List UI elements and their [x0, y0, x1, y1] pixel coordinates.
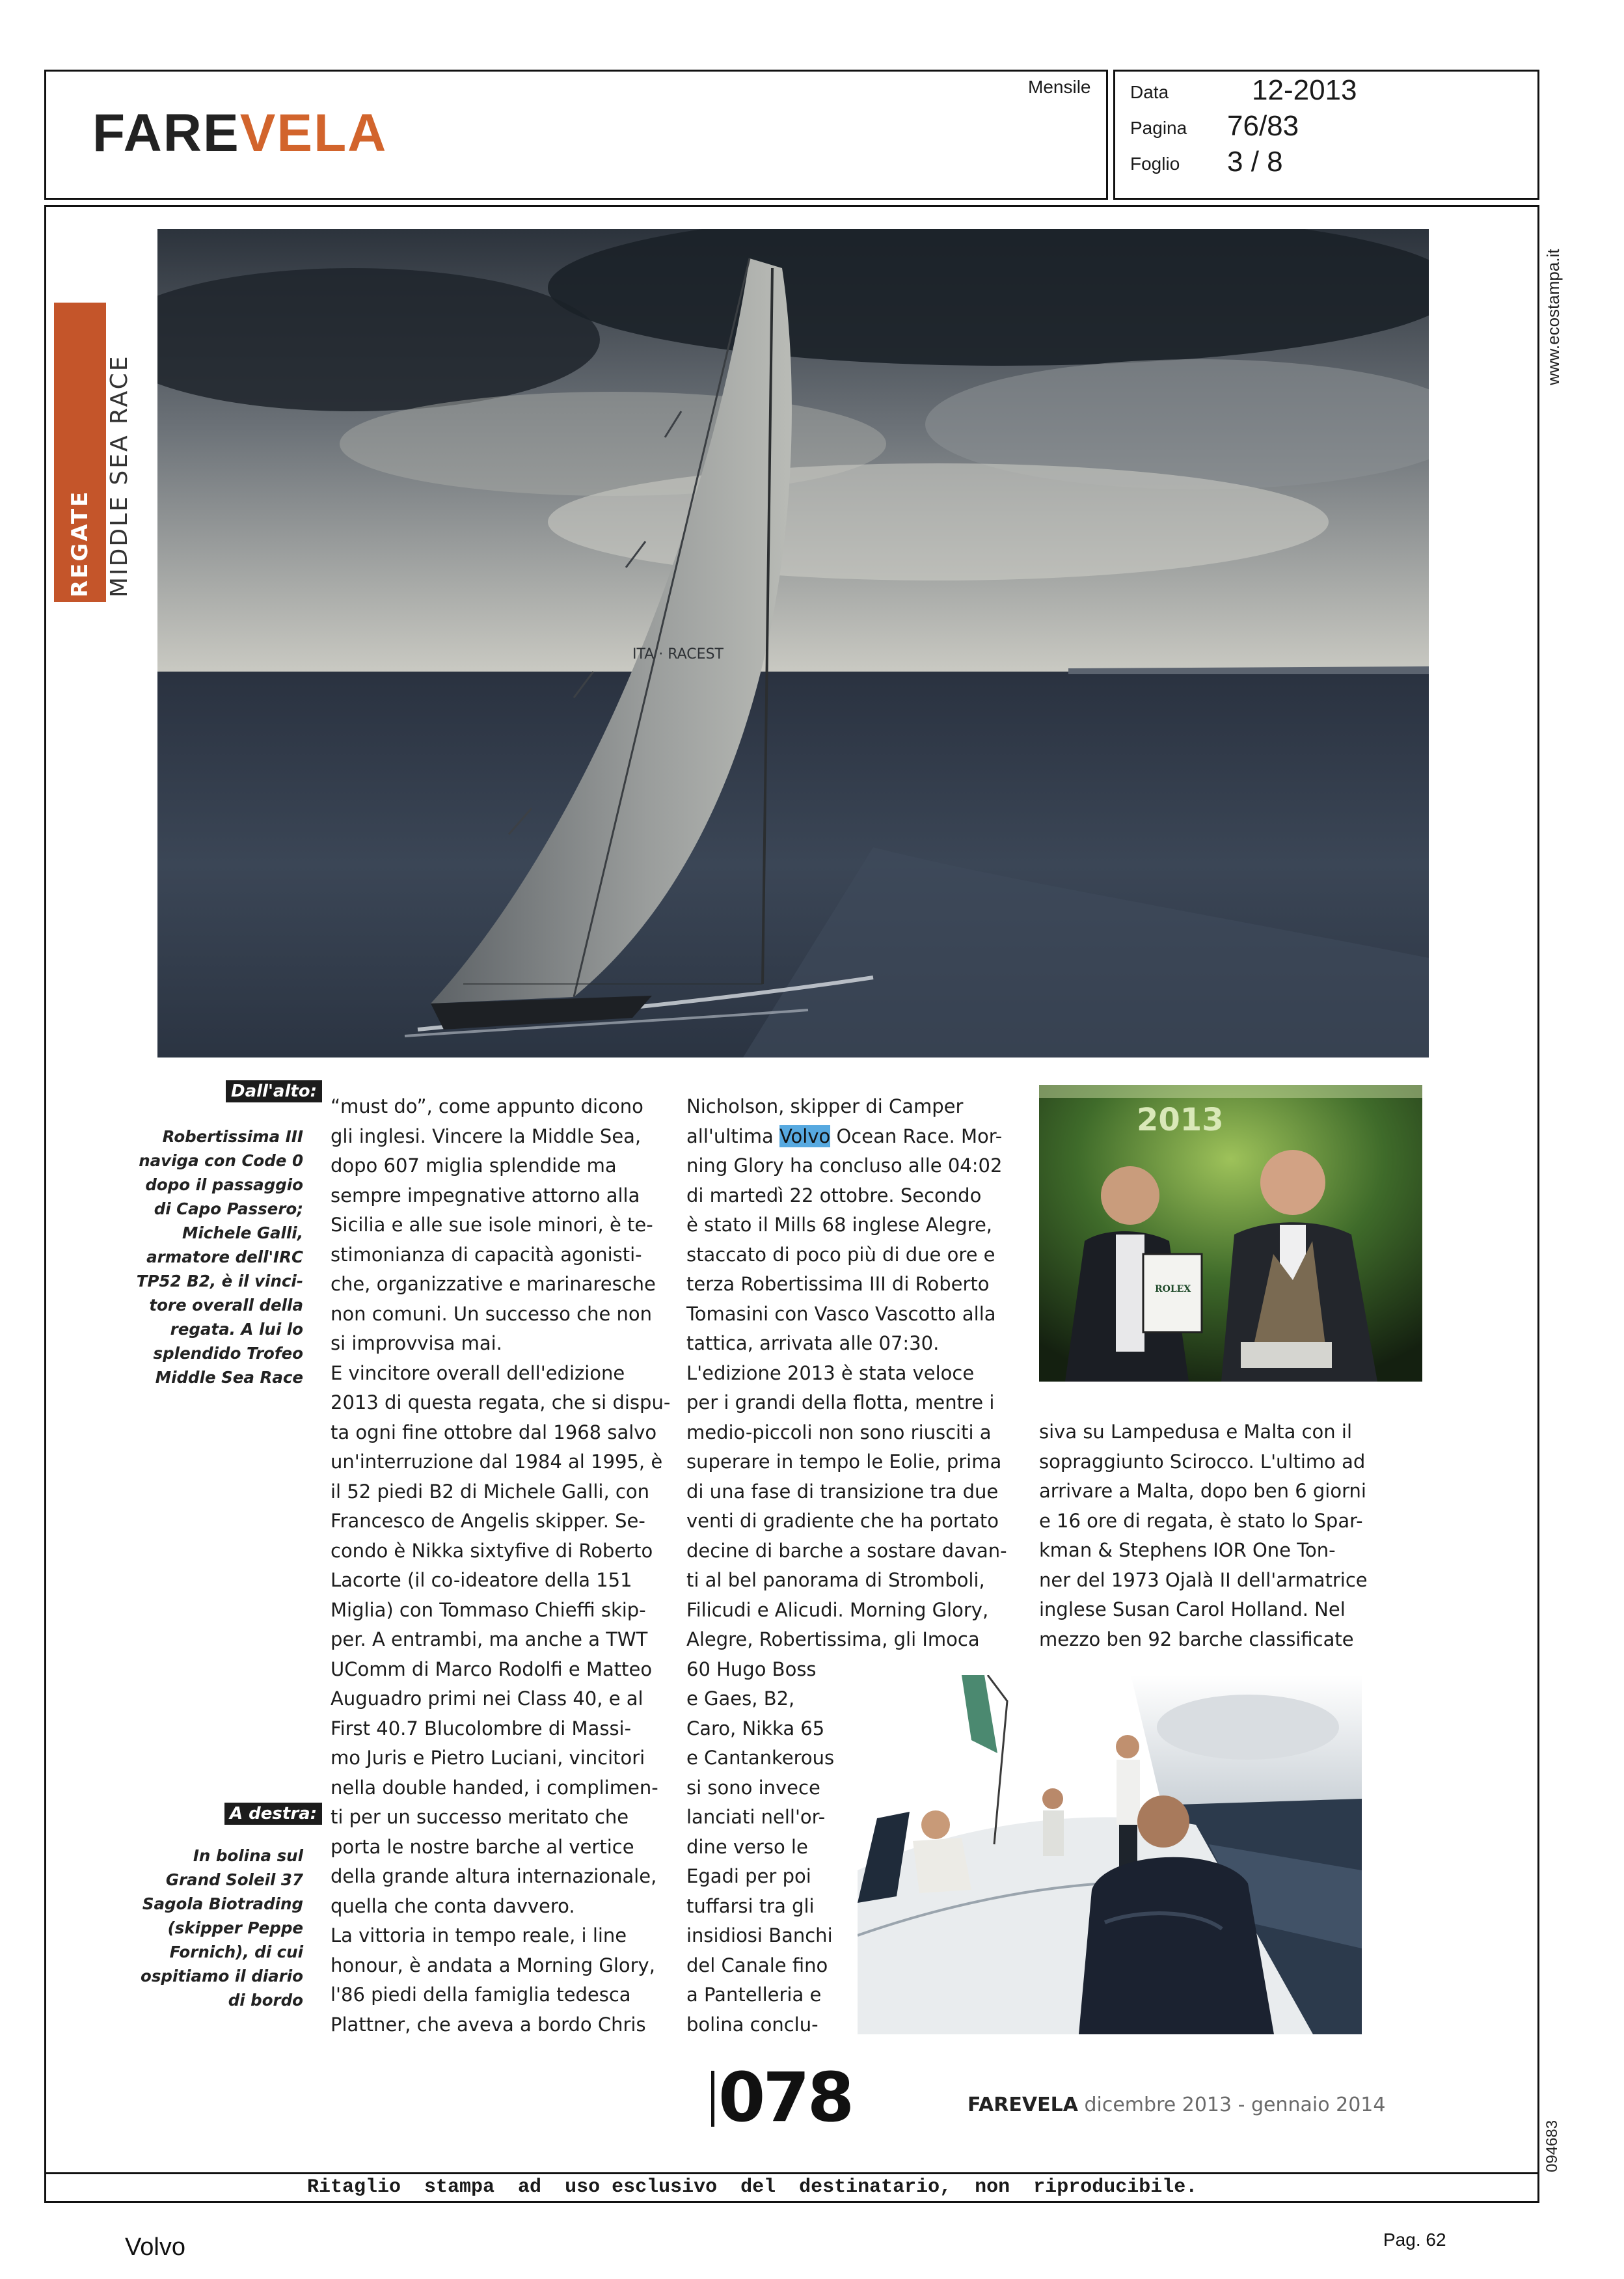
section-title: MIDDLE SEA RACE	[106, 354, 133, 597]
article-line: ta ogni fine ottobre dal 1968 salvo	[331, 1421, 657, 1443]
caption-line: (skipper Peppe	[167, 1918, 303, 1937]
article-line: insidiosi Banchi	[686, 1924, 833, 1946]
article-line: ti per un successo meritato che	[331, 1806, 629, 1828]
article-line: si sono invece	[686, 1776, 820, 1799]
award-box-label: ROLEX	[1155, 1284, 1191, 1294]
article-line: L'edizione 2013 è stata veloce	[686, 1361, 975, 1384]
article-line: arrivare a Malta, dopo ben 6 giorni	[1039, 1480, 1366, 1502]
article-line: venti di gradiente che ha portato	[686, 1510, 999, 1532]
logo-fare: FARE	[92, 103, 240, 163]
magazine-logo	[92, 103, 387, 164]
caption-line: regata. A lui lo	[170, 1320, 303, 1339]
article-line: Tomasini con Vasco Vascotto alla	[686, 1302, 996, 1325]
article-line: Caro, Nikka 65	[686, 1717, 825, 1740]
article-line: un'interruzione dal 1984 al 1995, è	[331, 1451, 663, 1473]
section-tab-label: REGATE	[67, 489, 93, 597]
main-photo	[157, 229, 1429, 1058]
article-line: mo Juris e Pietro Luciani, vincitori	[331, 1747, 645, 1769]
archive-code: 094683	[1543, 2120, 1561, 2172]
article-line: dine verso le	[686, 1835, 808, 1858]
article-line: nella double handed, i complimen-	[331, 1776, 658, 1799]
crew-photo	[858, 1675, 1362, 2034]
caption-top-text	[117, 1125, 303, 1389]
caption-line: splendido Trofeo	[153, 1344, 303, 1363]
article-line: honour, è andata a Morning Glory,	[331, 1954, 655, 1976]
article-line: per i grandi della flotta, mentre i	[686, 1391, 995, 1413]
article-line: è stato il Mills 68 inglese Alegre,	[686, 1214, 993, 1236]
article-line: “must do”, come appunto dicono	[331, 1095, 643, 1117]
article-line: lanciati nell'or-	[686, 1806, 826, 1828]
article-line: e Gaes, B2,	[686, 1687, 795, 1710]
article-line: La vittoria in tempo reale, i line	[331, 1924, 627, 1946]
article-line: l'86 piedi della famiglia tedesca	[331, 1984, 631, 2006]
page-number: 078	[718, 2058, 852, 2137]
award-banner-text: 2013	[1137, 1102, 1224, 1138]
caption-line: di Capo Passero;	[154, 1199, 303, 1218]
article-line: staccato di poco più di due ore e	[686, 1243, 995, 1266]
meta-label-foglio: Foglio	[1130, 154, 1180, 174]
article-line: 2013 di questa regata, che si dispu-	[331, 1391, 671, 1413]
caption-line: Robertissima III	[162, 1127, 303, 1146]
meta-value-foglio: 3 / 8	[1227, 146, 1283, 178]
article-line: First 40.7 Blucolombre di Massi-	[331, 1717, 632, 1740]
logo-vela: VELA	[239, 103, 388, 163]
sail-number: ITA · RACEST	[632, 646, 724, 662]
article-line: che, organizzative e marinaresche	[331, 1273, 656, 1295]
article-line: superare in tempo le Eolie, prima	[686, 1451, 1002, 1473]
article-line: Egadi per poi	[686, 1865, 811, 1887]
article-line: siva su Lampedusa e Malta con il	[1039, 1421, 1353, 1443]
search-keyword: Volvo	[125, 2233, 185, 2261]
article-line: decine di barche a sostare davan-	[686, 1539, 1007, 1562]
article-line: UComm di Marco Rodolfi e Matteo	[331, 1658, 653, 1680]
caption-line: Sagola Biotrading	[142, 1894, 303, 1913]
caption-line: Middle Sea Race	[155, 1368, 303, 1387]
article-line: tattica, arrivata alle 07:30.	[686, 1332, 940, 1354]
article-line: inglese Susan Carol Holland. Nel	[1039, 1598, 1346, 1620]
article-line: della grande altura internazionale,	[331, 1865, 657, 1887]
award-photo	[1039, 1085, 1422, 1382]
article-line: Nicholson, skipper di Camper	[686, 1095, 964, 1117]
notice-divider	[44, 2172, 1539, 2174]
article-line: ning Glory ha concluso alle 04:02	[686, 1154, 1003, 1177]
meta-label-data: Data	[1130, 82, 1169, 102]
article-line: quella che conta davvero.	[331, 1894, 575, 1917]
caption-line: Fornich), di cui	[169, 1943, 303, 1961]
footer-issue: dicembre 2013 - gennaio 2014	[1084, 2094, 1386, 2116]
clipping-notice: Ritaglio stampa ad uso esclusivo del destinatario, non riproducibile.	[307, 2176, 1198, 2198]
article-line: di martedì 22 ottobre. Secondo	[686, 1184, 982, 1207]
meta-value-pagina: 76/83	[1227, 110, 1299, 142]
periodicity: Mensile	[1028, 77, 1091, 97]
caption-line: ospitiamo il diario	[141, 1967, 303, 1986]
crew-photo-art	[858, 1675, 1362, 2034]
caption-line: Michele Galli,	[182, 1223, 303, 1242]
article-line: e Cantankerous	[686, 1747, 835, 1769]
page-label: Pag. 62	[1383, 2230, 1446, 2250]
caption-right-label: A destra:	[224, 1803, 322, 1825]
article-line: Auguadro primi nei Class 40, e al	[331, 1687, 643, 1710]
article-line: Sicilia e alle sue isole minori, è te-	[331, 1214, 653, 1236]
article-line-keyword	[686, 1122, 1018, 1152]
caption-line: di bordo	[228, 1991, 303, 2010]
article-line: bolina conclu-	[686, 2013, 819, 2036]
magazine-footer	[968, 2094, 1385, 2116]
article-line: stimonianza di capacità agonisti-	[331, 1243, 642, 1266]
caption-line: naviga con Code 0	[139, 1151, 303, 1170]
meta-value-data: 12-2013	[1252, 74, 1357, 106]
caption-line: dopo il passaggio	[145, 1175, 303, 1194]
caption-line: armatore dell'IRC	[146, 1248, 303, 1266]
caption-line: TP52 B2, è il vinci-	[136, 1272, 303, 1290]
main-photo-art	[157, 229, 1429, 1058]
article-line: dopo 607 miglia splendide ma	[331, 1154, 617, 1177]
article-line: mezzo ben 92 barche classificate	[1039, 1628, 1354, 1650]
article-line: kman & Stephens IOR One Ton-	[1039, 1539, 1336, 1561]
article-line: medio-piccoli non sono riusciti a	[686, 1421, 992, 1443]
article-line: Filicudi e Alicudi. Morning Glory,	[686, 1598, 989, 1621]
article-column-3	[1039, 1417, 1371, 1654]
article-line: 60 Hugo Boss	[686, 1658, 817, 1680]
article-line: Lacorte (il co-ideatore della 151	[331, 1569, 632, 1591]
article-line: per. A entrambi, ma anche a TWT	[331, 1628, 648, 1650]
caption-line: In bolina sul	[193, 1846, 303, 1865]
article-line: il 52 piedi B2 di Michele Galli, con	[331, 1480, 649, 1503]
article-line: condo è Nikka sixtyfive di Roberto	[331, 1539, 653, 1562]
article-line: E vincitore overall dell'edizione	[331, 1361, 625, 1384]
keyword-suffix: Ocean Race. Mor-	[830, 1125, 1003, 1147]
article-column-1	[331, 1092, 671, 2040]
keyword-prefix: all'ultima	[686, 1125, 779, 1147]
article-line: tuffarsi tra gli	[686, 1894, 815, 1917]
footer-brand: FAREVELA	[968, 2094, 1078, 2116]
article-line: Francesco de Angelis skipper. Se-	[331, 1510, 645, 1532]
article-line: si improvvisa mai.	[331, 1332, 502, 1354]
article-line: ner del 1973 Ojalà II dell'armatrice	[1039, 1568, 1368, 1591]
article-line: a Pantelleria e	[686, 1984, 822, 2006]
article-line: Plattner, che aveva a bordo Chris	[331, 2013, 646, 2036]
article-line: porta le nostre barche al vertice	[331, 1835, 634, 1858]
caption-top-label: Dall'alto:	[226, 1080, 322, 1102]
article-line: e 16 ore di regata, è stato lo Spar-	[1039, 1509, 1363, 1532]
caption-line: Grand Soleil 37	[165, 1870, 303, 1889]
article-line: sopraggiunto Scirocco. L'ultimo ad	[1039, 1450, 1366, 1473]
article-line: sempre impegnative attorno alla	[331, 1184, 640, 1207]
page-number-bar	[711, 2071, 714, 2127]
award-photo-art	[1039, 1085, 1422, 1382]
article-line: non comuni. Un successo che non	[331, 1302, 653, 1325]
website-label: www.ecostampa.it	[1543, 249, 1563, 385]
caption-right-text	[117, 1844, 303, 2012]
article-line: di una fase di transizione tra due	[686, 1480, 999, 1503]
article-line: Miglia) con Tommaso Chieffi skip-	[331, 1598, 646, 1621]
meta-label-pagina: Pagina	[1130, 118, 1187, 138]
caption-line: tore overall della	[149, 1296, 303, 1315]
article-line: terza Robertissima III di Roberto	[686, 1273, 990, 1295]
article-line: del Canale fino	[686, 1954, 828, 1976]
keyword-highlight: Volvo	[779, 1125, 831, 1147]
article-line: ti al bel panorama di Stromboli,	[686, 1569, 985, 1591]
article-line: Alegre, Robertissima, gli Imoca	[686, 1628, 980, 1650]
article-line: gli inglesi. Vincere la Middle Sea,	[331, 1125, 642, 1147]
